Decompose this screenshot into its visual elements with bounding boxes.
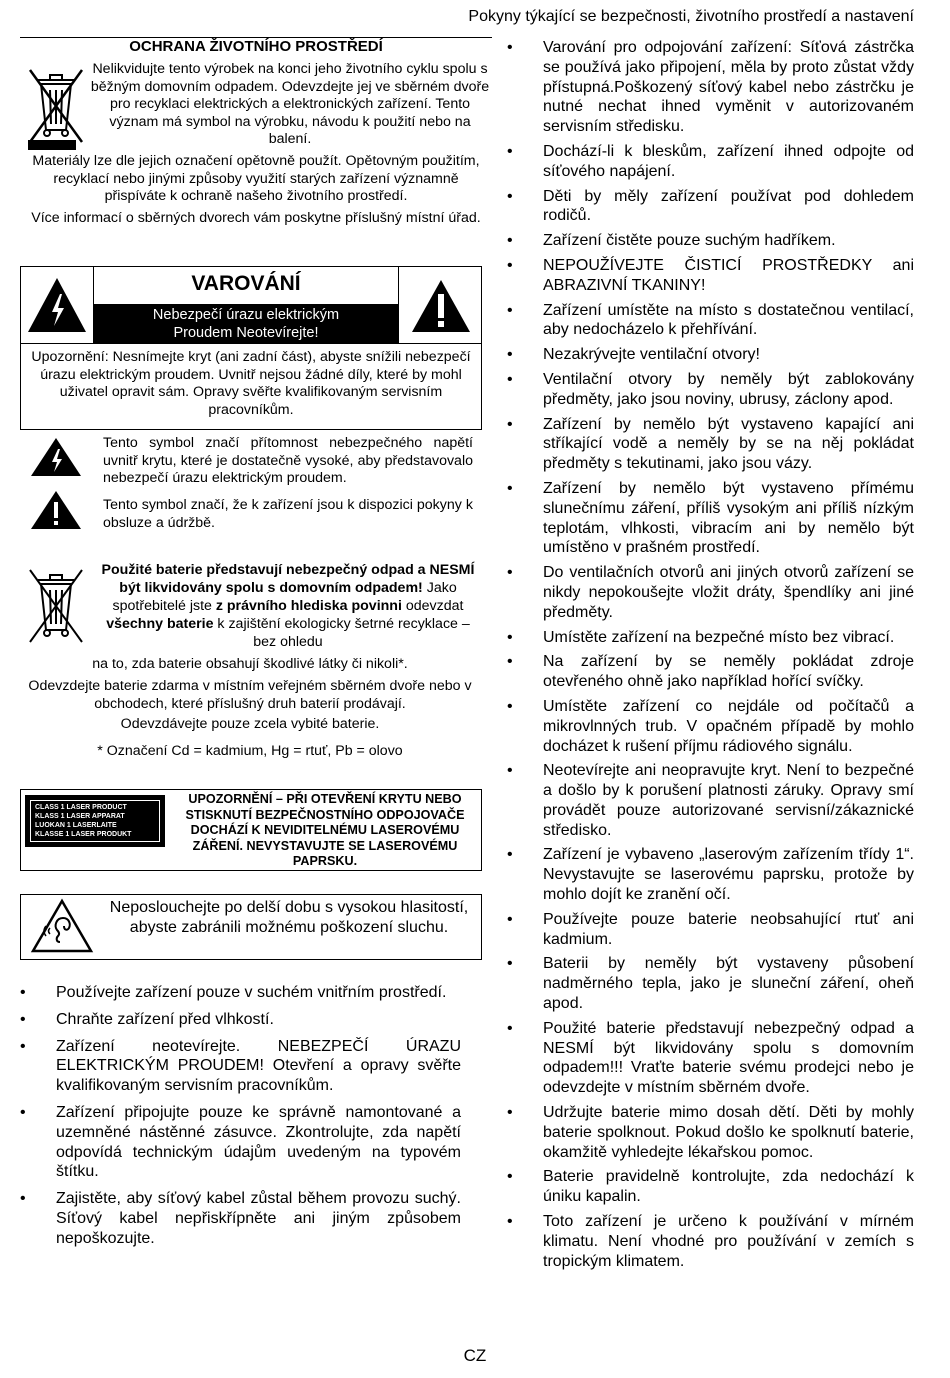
lightning-warning-icon	[26, 276, 88, 334]
list-item-text: Používejte zařízení pouze v suchém vnitřním prostředí.	[56, 984, 447, 1001]
laser-label-line: CLASS 1 LASER PRODUCT	[35, 804, 127, 811]
bullet-icon: •	[507, 910, 513, 928]
exclamation-symbol-icon	[30, 490, 82, 530]
list-item	[507, 1167, 914, 1207]
bullet-icon: •	[507, 415, 513, 433]
list-item	[507, 345, 914, 365]
list-item-text: Umístěte zařízení na bezpečné místo bez vibrací.	[543, 628, 895, 646]
list-item-text: Toto zařízení je určeno k používání v mírném klimatu. Není vhodné pro používání v zemích s tropickým klimatem.	[543, 1213, 914, 1270]
list-item	[507, 954, 914, 1013]
bullet-icon: •	[507, 955, 513, 973]
battery-note: * Označení Cd = kadmium, Hg = rtuť, Pb = olovo	[97, 743, 403, 759]
list-item	[20, 1103, 461, 1182]
bullet-icon: •	[507, 301, 513, 319]
list-item	[507, 761, 914, 840]
list-item	[507, 845, 914, 904]
env-title: OCHRANA ŽIVOTNÍHO PROSTŘEDÍ	[129, 38, 383, 55]
list-item-text: NEPOUŽÍVEJTE ČISTICÍ PROSTŘEDKY ani ABRAZIVNÍ TKANINY!	[543, 256, 914, 294]
list-item	[20, 1189, 461, 1248]
lightning-symbol-icon	[30, 437, 82, 477]
list-item	[507, 38, 914, 137]
laser-label-line: LUOKAN 1 LASERLAITE	[35, 822, 117, 829]
laser-class-label-text	[30, 800, 160, 842]
env-text: Nelikvidujte tento výrobek na konci jeho životního cyklu spolu s běžným domovním odpadem. Odevzdejte jej ve sběrném dvoře pro recyklaci elektrických a elektronických zařízení. Tento význam má symbol na výrobku, návodu k použití nebo na balení.	[90, 61, 490, 147]
battery-warning-text	[100, 561, 476, 651]
list-item	[507, 697, 914, 756]
exclamation-symbol-text: Tento symbol značí, že k zařízení jsou k dispozici pokyny k obsluze a údržbě.	[103, 497, 473, 531]
hearing-warning-icon	[30, 898, 94, 954]
list-item-text: Nezakrývejte ventilační otvory!	[543, 346, 760, 364]
battery-bold-3: všechny baterie	[106, 616, 214, 632]
hearing-warning-text: Neposlouchejte po delší dobu s vysokou hlasitostí, abyste zabránili možnému poškození sluchu.	[109, 899, 469, 936]
list-item	[507, 142, 914, 182]
list-item-text: Zařízení je vybaveno „laserovým zařízením třídy 1“. Nevystavujte se laserovému paprsku, protože by mohlo dojít ke zranění očí.	[543, 846, 914, 904]
list-item	[20, 1037, 461, 1096]
list-item-text: Zařízení neotevírejte. NEBEZPEČÍ ÚRAZU ELEKTRICKÝM PROUDEM! Otevření a opravy svěřte kvalifikovaným servisním pracovníkům.	[56, 1037, 461, 1095]
list-item	[507, 231, 914, 251]
bullet-icon: •	[507, 232, 513, 250]
bullet-icon: •	[507, 1213, 513, 1231]
bullet-icon: •	[507, 187, 513, 205]
warning-banner	[94, 304, 398, 344]
list-item	[507, 370, 914, 410]
bullet-icon: •	[507, 39, 513, 56]
list-item-text: Umístěte zařízení co nejdále od počítačů a mikrovlnných trub. V opačném případě by mohlo docházet k rušení příjmu rádiového signálu.	[543, 697, 914, 755]
list-item	[507, 563, 914, 622]
bullet-icon: •	[507, 653, 513, 671]
page-footer-language: CZ	[463, 1346, 487, 1365]
warning-banner-line2: Proudem Neotevírejte!	[173, 325, 319, 341]
lightning-symbol-text: Tento symbol značí přítomnost nebezpečného napětí uvnitř krytu, které je dostatečně vysoké, aby představovalo nebezpečí úrazu elektrickým proudem.	[103, 435, 473, 486]
list-item-text: Na zařízení by se neměly pokládat zdroje otevřeného ohně jako například hořící svíčky.	[543, 653, 914, 691]
battery-normal-3: k zajištění ekologicky šetrné recyklace – bez ohledu	[213, 616, 470, 650]
list-item-text: Zařízení by nemělo být vystaveno přímému slunečnímu záření, příliš vysokým ani příliš nízkým teplotám, vlhkosti, vibracím ani by nemělo být umístěno v prašném prostředí.	[543, 479, 914, 557]
warning-title: VAROVÁNÍ	[191, 272, 301, 295]
list-item-text: Baterii by neměly být vystaveny působení nadměrného tepla, jako je sluneční záření, oheň apod.	[543, 955, 914, 1013]
list-item	[507, 301, 914, 341]
list-item	[507, 256, 914, 296]
list-item-text: Zajistěte, aby síťový kabel zůstal během provozu suchý. Síťový kabel nepřiskřípněte ani jiným způsobem nepoškozujte.	[56, 1190, 461, 1247]
laser-warning-text: UPOZORNĚNÍ – PŘI OTEVŘENÍ KRYTU NEBO STISKNUTÍ BEZPEČNOSTNÍHO ODPOJOVAČE DOCHÁZÍ K NEVIDITELNÉMU LASEROVÉMU ZÁŘENÍ. NEVYSTAVUJTE SE LASEROVÉMU PAPRSKU.	[185, 792, 465, 868]
bullet-icon: •	[507, 479, 513, 497]
list-item-text: Udržujte baterie mimo dosah dětí. Děti by mohly baterie spolknout. Pokud došlo ke spolknutí baterie, okamžitě vyhledejte lékařskou pomoc.	[543, 1104, 914, 1161]
bullet-icon: •	[507, 628, 513, 646]
list-item-text: Používejte pouze baterie neobsahující rtuť ani kadmium.	[543, 910, 914, 948]
battery-normal-1: Jako spotřebitelé jste	[112, 580, 457, 614]
list-item-text: Zařízení čistěte pouze suchým hadříkem.	[543, 232, 836, 250]
list-item-text: Použité baterie představují nebezpečný odpad a NESMÍ být likvidovány spolu s domovním odpadem!!! Vraťte baterie svému prodejci nebo je odevzdejte v místním sběrném dvoře.	[543, 1019, 914, 1097]
battery-normal-2: odevzdat	[401, 598, 464, 614]
bullet-icon: •	[20, 1037, 26, 1055]
exclamation-warning-icon	[410, 278, 472, 334]
bullet-icon: •	[507, 697, 513, 715]
bullet-icon: •	[507, 1019, 513, 1037]
list-item	[507, 1019, 914, 1098]
bullet-icon: •	[507, 564, 513, 582]
warning-text: Upozornění: Nesnímejte kryt (ani zadní část), abyste snížili nebezpečí úrazu elektrickým proudem. Uvnitř nejsou žádné díly, které by mohl uživatel opravit sám. Opravy svěřte kvalifikovaným servisním pracovníkům.	[31, 349, 471, 418]
list-item-text: Dochází-li k bleskům, zařízení ihned odpojte od síťového napájení.	[543, 142, 914, 180]
bullet-icon: •	[507, 846, 513, 864]
list-item-text: Baterie pravidelně kontrolujte, zda nedochází k úniku kapalin.	[543, 1168, 914, 1206]
battery-line4: Odevzdávejte pouze zcela vybité baterie.	[120, 716, 380, 732]
bullet-icon: •	[507, 1168, 513, 1186]
warning-banner-line1: Nebezpečí úrazu elektrickým	[152, 307, 340, 323]
bullet-icon: •	[20, 1010, 26, 1028]
bullet-icon: •	[507, 762, 513, 780]
bullet-icon: •	[20, 1190, 26, 1208]
list-item	[507, 910, 914, 950]
list-item	[507, 652, 914, 692]
list-item-text: Zařízení připojujte pouze ke správně namontované a uzemněné nástěnné zásuvce. Zkontrolujte, zda napětí odpovídá technickým údajům uvedeným na typovém štítku.	[56, 1103, 461, 1181]
laser-label-line: KLASSE 1 LASER PRODUKT	[35, 831, 132, 838]
battery-bin-icon	[20, 562, 92, 652]
battery-line2: na to, zda baterie obsahují škodlivé látky či nikoli*.	[92, 656, 408, 672]
bullet-icon: •	[507, 256, 513, 274]
list-item-text: Do ventilačních otvorů ani jiných otvorů zařízení se nikdy nepokoušejte vložit dráty, špendlíky ani jiné předměty.	[543, 564, 914, 621]
list-item-text: Varování pro odpojování zařízení: Síťová zástrčka se používá jako připojení, měla by proto zůstat vždy přístupná.Poškozený síťový kabel nebo zástrčku je nutné nechat ihned vyměnit v autorizovaném servisním středisku.	[543, 39, 914, 136]
list-item	[20, 1010, 461, 1030]
list-item	[507, 415, 914, 474]
list-item	[20, 983, 461, 1003]
left-bullet-list	[20, 983, 461, 1256]
list-item-text: Neotevírejte ani neopravujte kryt. Není to bezpečné a došlo by k porušení platnosti záruky. Opravy smí provádět pouze autorizované servisní/zákaznické středisko.	[543, 762, 914, 839]
battery-line3: Odevzdejte baterie zdarma v místním veřejném sběrném dvoře nebo v obchodech, které příslušný druh baterií prodávají.	[28, 678, 472, 712]
bullet-icon: •	[507, 142, 513, 160]
battery-bold-1: Použité baterie představují nebezpečný odpad a NESMÍ být likvidovány spolu s domovním odpadem!	[101, 562, 475, 596]
page-header: Pokyny týkající se bezpečnosti, životního prostředí a nastavení	[468, 8, 914, 25]
list-item	[507, 1103, 914, 1162]
list-item	[507, 1212, 914, 1271]
laser-label-line: KLASS 1 LASER APPARAT	[35, 813, 125, 820]
battery-bold-2: z právního hlediska povinni	[215, 598, 402, 614]
list-item-text: Chraňte zařízení před vlhkostí.	[56, 1010, 274, 1028]
list-item-text: Zařízení by nemělo být vystaveno kapající ani stříkající vodě a neměly by se na něj pokládat předměty s tekutinami, jako jsou vázy.	[543, 415, 914, 473]
list-item-text: Ventilační otvory by neměly být zablokovány předměty, jako jsou noviny, ubrusy, záclony apod.	[543, 370, 914, 408]
env-more-text: Materiály lze dle jejich označení opětovně použít. Opětovným použitím, recyklací nebo jinými způsoby využití starých zařízení významně přispíváte k ochraně našeho životního prostředí.	[32, 153, 480, 204]
list-item-text: Děti by měly zařízení používat pod dohledem rodičů.	[543, 187, 914, 225]
list-item	[507, 479, 914, 558]
bullet-icon: •	[20, 984, 26, 1001]
bullet-icon: •	[20, 1103, 26, 1121]
list-item	[507, 187, 914, 227]
right-bullet-list	[507, 38, 914, 1276]
list-item-text: Zařízení umístěte na místo s dostatečnou ventilací, aby nedocházelo k přehřívání.	[543, 301, 914, 339]
bullet-icon: •	[507, 346, 513, 364]
bullet-icon: •	[507, 1104, 513, 1122]
list-item	[507, 628, 914, 648]
env-info-text: Více informací o sběrných dvorech vám poskytne příslušný místní úřad.	[31, 210, 481, 226]
crossed-bin-icon	[20, 62, 92, 152]
bullet-icon: •	[507, 370, 513, 388]
